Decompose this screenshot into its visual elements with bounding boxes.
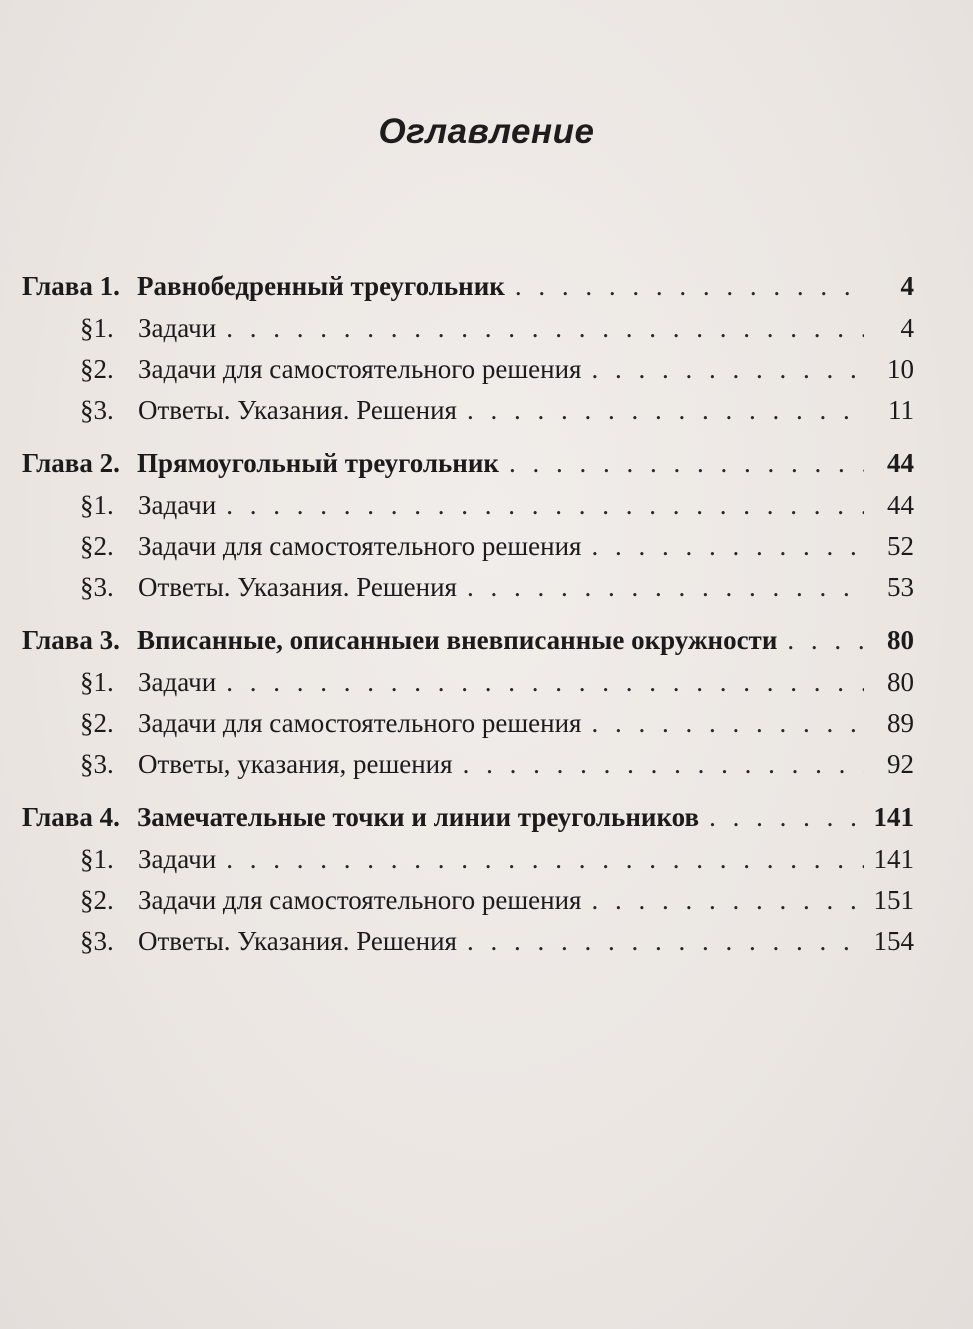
dot-leader [709,795,863,839]
section-page-number: 151 [873,885,914,915]
section-page-number: 141 [873,844,914,874]
section-number: §2. [80,354,114,384]
section-page-number: 154 [873,926,914,956]
dot-leader [591,703,864,744]
toc-section[interactable] [22,526,914,567]
section-title: Задачи [138,313,217,343]
toc-chapter-1[interactable] [22,264,914,308]
toc-section[interactable] [22,662,914,703]
chapter-page-number: 4 [900,271,914,301]
section-page-number: 53 [887,572,914,602]
toc-section[interactable] [22,921,914,962]
section-page-number: 11 [888,395,914,425]
section-title: Задачи для самостоятельного решения [138,354,582,384]
section-number: §3. [80,395,114,425]
section-page-number: 92 [887,749,914,779]
chapter-title: Прямоугольный треугольник [137,448,499,478]
section-title: Ответы. Указания. Решения [138,926,457,956]
section-title: Задачи для самостоятельного решения [138,885,582,915]
chapter-number: Глава 1. [22,271,120,301]
toc-section[interactable] [22,744,914,785]
section-number: §1. [80,313,114,343]
section-page-number: 89 [887,708,914,738]
dot-leader [591,349,864,390]
dot-leader [226,308,864,349]
dot-leader [226,662,864,703]
dot-leader [787,618,864,662]
dot-leader [591,880,863,921]
dot-leader [463,744,864,785]
dot-leader [467,390,864,431]
chapter-page-number: 44 [887,448,914,478]
toc-chapter-2[interactable] [22,441,914,485]
section-number: §2. [80,708,114,738]
section-title: Задачи для самостоятельного решения [138,531,582,561]
section-title: Задачи для самостоятельного решения [138,708,582,738]
section-number: §1. [80,667,114,697]
section-page-number: 80 [887,667,914,697]
section-number: §1. [80,844,114,874]
section-title: Задачи [138,844,217,874]
section-number: §3. [80,926,114,956]
chapter-title: Вписанные, описанныеи вневписанные окружности [137,625,778,655]
dot-leader [226,839,863,880]
chapter-number: Глава 3. [22,625,120,655]
chapter-page-number: 141 [873,802,914,832]
dot-leader [226,485,864,526]
section-title: Задачи [138,667,217,697]
section-page-number: 4 [900,313,914,343]
section-page-number: 52 [887,531,914,561]
chapter-number: Глава 4. [22,802,120,832]
dot-leader [467,921,864,962]
toc-section[interactable] [22,390,914,431]
section-title: Задачи [138,490,217,520]
toc-section[interactable] [22,839,914,880]
section-title: Ответы, указания, решения [138,749,453,779]
toc-section[interactable] [22,703,914,744]
dot-leader [591,526,864,567]
dot-leader [467,567,864,608]
chapter-number: Глава 2. [22,448,120,478]
section-page-number: 44 [887,490,914,520]
toc-section[interactable] [22,485,914,526]
toc-section[interactable] [22,880,914,921]
toc-section[interactable] [22,567,914,608]
chapter-title: Равнобедренный треугольник [137,271,505,301]
section-number: §3. [80,572,114,602]
section-number: §1. [80,490,114,520]
page-title: Оглавление [378,112,595,151]
table-of-contents [22,264,914,962]
toc-section[interactable] [22,349,914,390]
toc-chapter-4[interactable] [22,795,914,839]
section-number: §2. [80,885,114,915]
dot-leader [515,264,864,308]
chapter-title: Замечательные точки и линии треугольников [137,802,700,832]
toc-chapter-3[interactable] [22,618,914,662]
section-number: §2. [80,531,114,561]
section-title: Ответы. Указания. Решения [138,572,457,602]
dot-leader [509,441,864,485]
section-page-number: 10 [887,354,914,384]
section-number: §3. [80,749,114,779]
chapter-page-number: 80 [887,625,914,655]
section-title: Ответы. Указания. Решения [138,395,457,425]
toc-section[interactable] [22,308,914,349]
